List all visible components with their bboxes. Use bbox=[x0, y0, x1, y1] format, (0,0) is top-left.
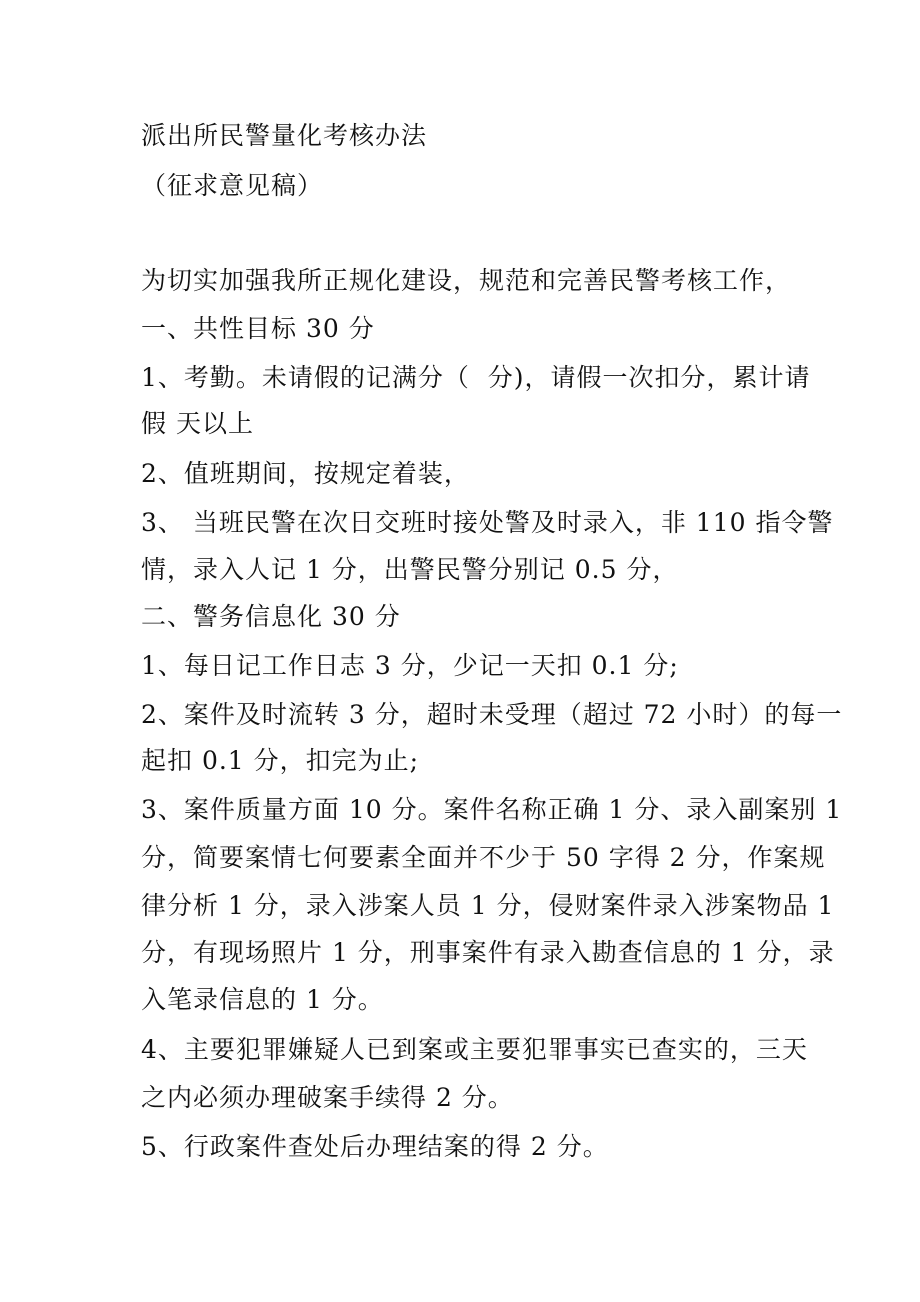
list-item-line: 1、每日记工作日志 3 分，少记一天扣 0.1 分; bbox=[141, 651, 679, 680]
document-subtitle: （征求意见稿） bbox=[141, 171, 324, 200]
list-item-line: 之内必须办理破案手续得 2 分。 bbox=[141, 1083, 514, 1112]
list-item-line: 4、主要犯罪嫌疑人已到案或主要犯罪事实已查实的，三天 bbox=[141, 1035, 808, 1064]
section-heading: 二、警务信息化 30 分 bbox=[141, 602, 401, 631]
list-item-line: 分，有现场照片 1 分，刑事案件有录入勘查信息的 1 分，录 bbox=[141, 938, 835, 967]
list-item-line: 分，简要案情七何要素全面并不少于 50 字得 2 分，作案规 bbox=[141, 843, 826, 872]
list-item-line: 3、 当班民警在次日交班时接处警及时录入，非 110 指令警 bbox=[141, 508, 834, 537]
list-item-line: 3、案件质量方面 10 分。案件名称正确 1 分、录入副案别 1 bbox=[141, 795, 843, 824]
list-item-line: 假 天以上 bbox=[141, 409, 254, 438]
list-item-line: 2、案件及时流转 3 分，超时未受理（超过 72 小时）的每一 bbox=[141, 700, 843, 729]
list-item-line: 1、考勤。未请假的记满分（ 分)，请假一次扣分，累计请 bbox=[141, 363, 811, 392]
list-item-line: 5、行政案件查处后办理结案的得 2 分。 bbox=[141, 1132, 609, 1161]
list-item-line: 起扣 0.1 分，扣完为止; bbox=[141, 746, 420, 775]
document-title: 派出所民警量化考核办法 bbox=[141, 121, 428, 150]
list-item-line: 律分析 1 分，录入涉案人员 1 分，侵财案件录入涉案物品 1 bbox=[141, 891, 835, 920]
intro-paragraph: 为切实加强我所正规化建设，规范和完善民警考核工作， bbox=[141, 266, 792, 295]
section-heading: 一、共性目标 30 分 bbox=[141, 314, 375, 343]
list-item-line: 情，录入人记 1 分，出警民警分别记 0.5 分， bbox=[141, 555, 679, 584]
list-item-line: 2、值班期间，按规定着装， bbox=[141, 459, 470, 488]
list-item-line: 入笔录信息的 1 分。 bbox=[141, 985, 384, 1014]
